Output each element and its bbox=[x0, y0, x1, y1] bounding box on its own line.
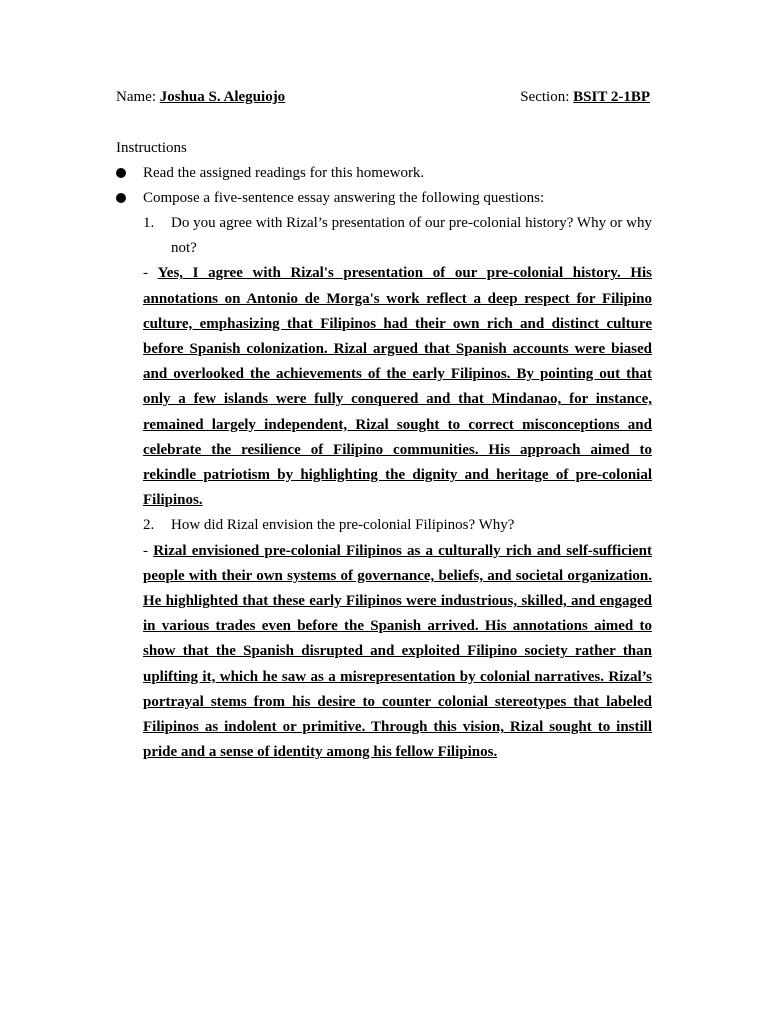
answer-text: Yes, I agree with Rizal's presentation of our pre-colonial history. His annotations on Antonio de Morga's work reflect a deep respect for Filipino culture, emphasizing that Filipinos had their own rich and distinct culture before Spanish colonization. Rizal argued that Spanish accounts were biased and overlooked the achievements of the early Filipinos. By pointing out that only a few islands were fully conquered and that Mindanao, for instance, remained largely independent, Rizal sought to correct misconceptions and celebrate the resilience of Filipino communities. His approach aimed to rekindle patriotism by highlighting the dignity and heritage of pre-colonial Filipinos. bbox=[143, 265, 652, 509]
name-label: Name: bbox=[116, 89, 156, 105]
name-value: Joshua S. Aleguiojo bbox=[159, 89, 286, 105]
bullet-text: Read the assigned readings for this homework. bbox=[143, 165, 425, 181]
section-field bbox=[520, 86, 650, 108]
answer-text: Rizal envisioned pre-colonial Filipinos as a culturally rich and self-sufficient people with their own systems of governance, beliefs, and societal organization. He highlighted that these early Filipinos were industrious, skilled, and engaged in various trades even before the Spanish arrived. His annotations aimed to show that the Spanish disrupted and exploited Filipino society rather than uplifting it, which he saw as a misrepresentation by colonial narratives. Rizal’s portrayal stems from his desire to counter colonial stereotypes that labeled Filipinos as indolent or primitive. Through this vision, Rizal sought to instill pride and a sense of identity among his fellow Filipinos. bbox=[143, 542, 653, 761]
question-text: How did Rizal envision the pre-colonial Filipinos? Why? bbox=[171, 517, 515, 534]
answer-dash: - bbox=[143, 265, 148, 282]
name-field bbox=[116, 86, 285, 108]
answer-dash: - bbox=[143, 542, 148, 559]
list-item bbox=[116, 186, 652, 211]
bullet-icon bbox=[116, 168, 126, 178]
question-text: Do you agree with Rizal’s presentation of our pre-colonial history? Why or why not? bbox=[171, 215, 652, 257]
question-block-1 bbox=[143, 211, 652, 513]
section-value: BSIT 2-1BP bbox=[573, 89, 650, 105]
question-number: 1. bbox=[143, 215, 155, 231]
document-page bbox=[116, 86, 652, 765]
question-number: 2. bbox=[143, 517, 155, 534]
bullet-icon bbox=[116, 193, 126, 203]
question bbox=[143, 513, 652, 538]
question bbox=[143, 211, 652, 261]
bullet-text: Compose a five-sentence essay answering the following questions: bbox=[143, 190, 545, 206]
list-item bbox=[116, 161, 652, 186]
section-label: Section: bbox=[520, 89, 570, 105]
questions-list bbox=[116, 211, 652, 765]
answer bbox=[143, 261, 652, 513]
instructions-list bbox=[116, 161, 652, 211]
instructions-heading: Instructions bbox=[116, 140, 187, 156]
question-block-2 bbox=[143, 513, 652, 765]
answer bbox=[143, 539, 652, 766]
header-row bbox=[116, 86, 652, 108]
